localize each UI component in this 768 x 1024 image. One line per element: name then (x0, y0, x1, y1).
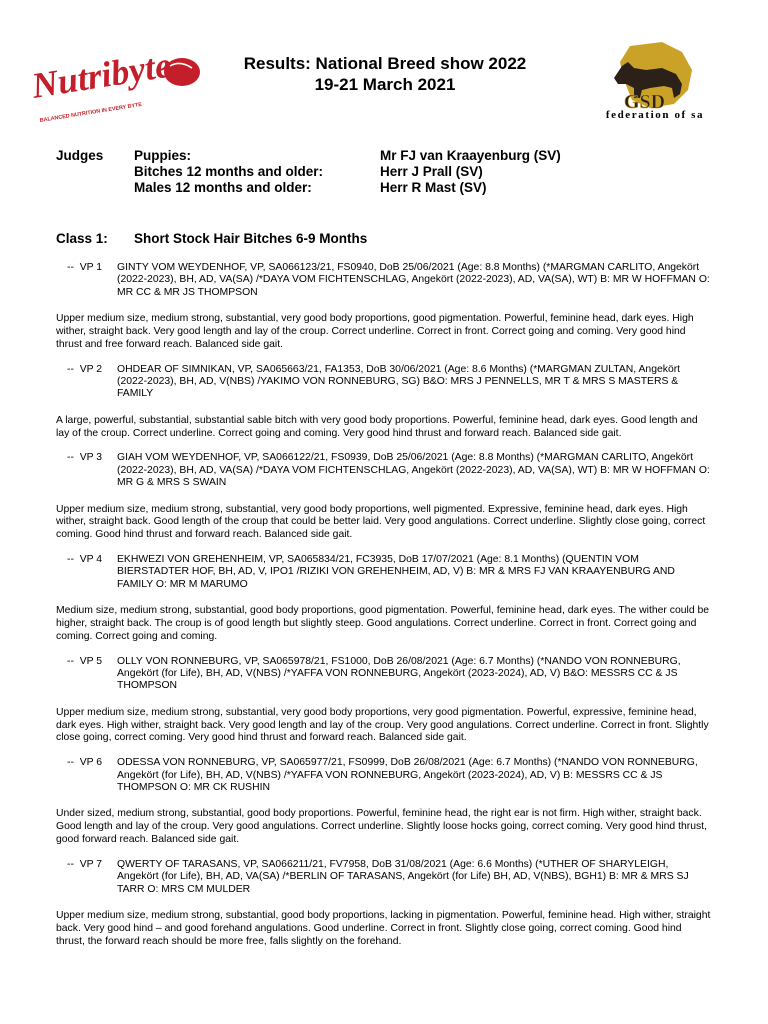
entry-critique: Upper medium size, medium strong, substantial, good body proportions, lacking in pigmentation. Powerful, feminine head. High wither, straight back. Very good hind – and good forehand angulations. Good underline. Correct in front. Slightly close going, correct coming. Good hind thrust, the forward reach should be more free, falls slightly on the forehand. (56, 910, 711, 947)
judge-name: Herr R Mast (SV) (380, 180, 487, 195)
entry-head (67, 452, 711, 489)
entry-critique: A large, powerful, substantial, substantial sable bitch with very good body proportions. Powerful, feminine head, dark eyes. Good length and lay of the croup. Correct underline. Correct going and coming. Very good hind thrust and forward reach. Balanced side gait. (56, 414, 698, 439)
gsd-caption: federation of sa (605, 109, 705, 121)
judges-section (56, 148, 736, 196)
judge-category: Males 12 months and older: (134, 180, 312, 195)
entry-critique: Medium size, medium strong, substantial, good body proportions, good pigmentation. Powerful, feminine head, dark eyes. The wither could be higher, straight back. The croup is of good length but slightly steep. Good angulations. Correct underline. Correct in front. Correct going and coming. Correct going and coming. (56, 605, 710, 642)
judge-name: Herr J Prall (SV) (380, 164, 483, 179)
judges-row (56, 164, 736, 180)
judge-category: Bitches 12 months and older: (134, 164, 324, 179)
entry-critique: Upper medium size, medium strong, substantial, very good body proportions, well pigmented. Expressive, feminine head, dark eyes. High wither, straight back. Good length of the croup that could be better laid. Very good angulations. Correct underline. Slightly close going, correct coming. Good hind thrust and forward reach. Balanced side gait. (56, 503, 706, 541)
judge-category: Puppies: (134, 148, 192, 163)
nutribyte-logo-text: Nutribyte (30, 50, 174, 106)
entry-placing: -- VP 4 (67, 554, 103, 566)
entry-head (67, 262, 711, 299)
entry-head (67, 757, 711, 794)
entry (56, 364, 711, 441)
title-line-1: Results: National Breed show 2022 (243, 54, 527, 73)
entry-details: GINTY VOM WEYDENHOF, VP, SA066123/21, FS0940, DoB 25/06/2021 (Age: 8.8 Months) (*MARGMAN CARLITO, Angekört (2022-2023), BH, AD, VA(SA) /*DAYA VOM FICHTENSCHLAG, Angekört (2022-2023), AD, VA(SA), WT) B: MR W HOFFMAN O: MR CC & MR JS THOMPSON (117, 262, 710, 298)
entry-placing: -- VP 2 (67, 363, 103, 375)
entry-head (67, 656, 711, 693)
entry-placing: -- VP 6 (67, 757, 103, 769)
judges-row (56, 180, 736, 196)
entry-placing: -- VP 5 (67, 655, 103, 667)
entry-details: OHDEAR OF SIMNIKAN, VP, SA065663/21, FA1353, DoB 30/06/2021 (Age: 8.6 Months) (*MARGMAN ZULTAN, Angekört (2022-2023), BH, AD, V(NBS) /YAKIMO VON RONNEBURG, SG) B&O: MRS J PENNELLS, MR T & MRS S MASTERS & FAMILY (117, 363, 681, 400)
nutribyte-tagline: BALANCED NUTRITION IN EVERY BYTE (39, 101, 143, 124)
entry (56, 452, 711, 542)
entry (56, 757, 711, 847)
entry-head (67, 859, 711, 896)
class-label: Class 1: (56, 231, 108, 246)
entry (56, 554, 711, 644)
entry-placing: -- VP 3 (67, 452, 103, 464)
entries-list (56, 262, 711, 960)
entry-head (67, 364, 711, 401)
entry-details: QWERTY OF TARASANS, VP, SA066211/21, FV7958, DoB 31/08/2021 (Age: 6.6 Months) (*UTHER OF SHARYLEIGH, Angekört (for Life), BH, AD, VA(SA) /*BERLIN OF TARASANS, Angekört (for Life) BH, AD, V(NBS), BGH1) B: MR & MRS SJ TARR O: MRS CM MULDER (117, 858, 689, 895)
entry-details: GIAH VOM WEYDENHOF, VP, SA066122/21, FS0939, DoB 25/06/2021 (Age: 8.8 Months) (*MARGMAN CARLITO, Angekört (2022-2023), BH, AD, VA(SA) /*DAYA VOM FICHTENSCHLAG, Angekört (2022-2023), AD, VA(SA), WT) B: MR W HOFFMAN O: MR G & MRS S SWAIN (117, 452, 710, 489)
entry (56, 262, 711, 352)
judges-row (56, 148, 736, 164)
gsd-logo-text: GSD (624, 91, 666, 113)
judge-name: Mr FJ van Kraayenburg (SV) (380, 148, 561, 163)
entry-critique: Upper medium size, medium strong, substantial, very good body proportions, very good pigmentation. Powerful, expressive, feminine head, dark eyes. High wither, straight back. Very good length and lay of the croup. Very good angulations. Correct underline. Correct in front. Slightly close going, correct coming. Very good hind thrust and forward reach. Balanced side gait. (56, 706, 709, 744)
entry-placing: -- VP 7 (67, 858, 103, 870)
page-title (200, 53, 570, 95)
entry (56, 859, 711, 949)
entry-critique: Under sized, medium strong, substantial, good body proportions. Powerful, feminine head, the right ear is not firm. High wither, straight back. Good length and lay of the croup. Very good angulations. Correct underline. Slightly loose hocks going, correct coming. Very good hind thrust, good forward reach. Balanced side gait. (56, 808, 707, 846)
entry (56, 656, 711, 746)
judges-heading: Judges (56, 148, 104, 163)
title-line-2: 19-21 March 2021 (314, 75, 456, 94)
entry-details: OLLY VON RONNEBURG, VP, SA065978/21, FS1000, DoB 26/08/2021 (Age: 6.7 Months) (*NANDO VON RONNEBURG, Angekört (for Life), BH, AD, V(NBS) /*YAFFA VON RONNEBURG, Angekört (2023-2024), AD, V) B&O: MESSRS CC & JS THOMPSON (117, 655, 681, 692)
entry-details: EKHWEZI VON GREHENHEIM, VP, SA065834/21, FC3935, DoB 17/07/2021 (Age: 8.1 Months) (QUENTIN VOM BIERSTADTER HOF, BH, AD, V, IPO1 /RIZIKI VON GREHENHEIM, AD, V) B: MR & MRS FJ VAN KRAAYENBURG AND FAMILY O: MR M MARUMO (117, 554, 675, 590)
entry-critique: Upper medium size, medium strong, substantial, very good body proportions, good pigmentation. Powerful, feminine head, dark eyes. High wither, straight back. Very good length and lay of the croup. Correct underline. Correct in front. Correct going and coming. Very good hind thrust and free forward reach. Balanced side gait. (56, 313, 694, 350)
entry-placing: -- VP 1 (67, 262, 103, 273)
class-title: Short Stock Hair Bitches 6-9 Months (134, 231, 368, 246)
entry-head (67, 554, 711, 591)
class-heading (56, 231, 367, 246)
entry-details: ODESSA VON RONNEBURG, VP, SA065977/21, FS0999, DoB 26/08/2021 (Age: 6.7 Months) (*NANDO VON RONNEBURG, Angekört (for Life), BH, AD, V(NBS) /*YAFFA VON RONNEBURG, Angekört (2023-2024), AD, V) B: MESSRS CC & JS THOMPSON O: MR CK RUSHIN (117, 757, 698, 794)
page-header (0, 0, 768, 140)
nutribyte-logo (30, 50, 205, 135)
